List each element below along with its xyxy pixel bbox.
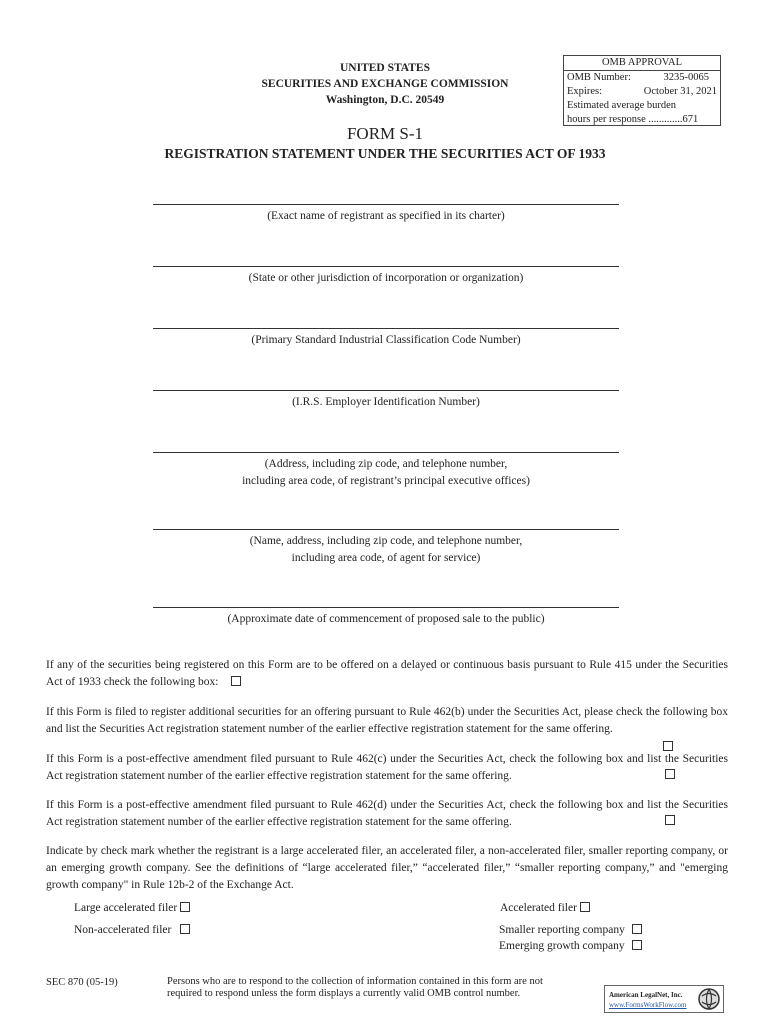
accelerated-filer-checkbox[interactable] [580, 902, 590, 912]
accelerated-filer-option[interactable] [500, 900, 590, 917]
agent-caption [153, 533, 619, 567]
caption-line: (Exact name of registrant as specified in its charter) [267, 210, 505, 222]
rule-415-paragraph [46, 657, 728, 691]
large-accelerated-filer-label: Large accelerated filer [74, 902, 178, 914]
ein-line[interactable] [153, 390, 619, 391]
large-accelerated-filer-option[interactable] [74, 900, 190, 917]
rule-462b-text: If this Form is filed to register additional securities for an offering pursuant to Rule 462(b) under the Securities Act, please check the following box and list the Securities Act registration statement number of the earlier effective registration statement for the same offering. [46, 706, 728, 735]
agency-name: SECURITIES AND EXCHANGE COMMISSION [261, 78, 509, 90]
sic-code-caption [153, 332, 619, 349]
smaller-reporting-company-checkbox[interactable] [632, 924, 642, 934]
publisher-name: American LegalNet, Inc. [609, 991, 683, 999]
large-accelerated-filer-checkbox[interactable] [180, 902, 190, 912]
caption-line: (State or other jurisdiction of incorporation or organization) [248, 272, 524, 284]
emerging-growth-company-checkbox[interactable] [632, 940, 642, 950]
caption-line: (I.R.S. Employer Identification Number) [292, 396, 480, 408]
rule-462b-checkbox[interactable] [663, 741, 673, 751]
omb-number-label: OMB Number: [567, 72, 631, 83]
form-title: FORM S-1 [346, 124, 424, 143]
publisher-logo-box [604, 985, 724, 1013]
caption-line: including area code, of agent for service) [291, 552, 481, 564]
sic-code-line[interactable] [153, 328, 619, 329]
omb-number-value: 3235-0065 [663, 72, 709, 83]
publisher-url[interactable]: www.FormsWorkFlow.com [609, 1001, 687, 1009]
ein-caption [153, 394, 619, 411]
rule-415-checkbox[interactable] [231, 676, 241, 686]
jurisdiction-caption [153, 270, 619, 287]
accelerated-filer-label: Accelerated filer [500, 902, 577, 914]
sale-date-caption [153, 611, 619, 628]
agency-address: Washington, D.C. 20549 [325, 94, 445, 106]
rule-415-text: If any of the securities being registered on this Form are to be offered on a delayed or continuous basis pursuant to Rule 415 under the Securities Act of 1933 check the following box: [46, 659, 728, 688]
omb-title: OMB APPROVAL [564, 56, 720, 71]
filer-status-paragraph [46, 843, 728, 894]
omb-approval-box [563, 55, 721, 126]
agent-line[interactable] [153, 529, 619, 530]
caption-line: including area code, of registrant’s principal executive offices) [242, 475, 530, 487]
jurisdiction-line[interactable] [153, 266, 619, 267]
agency-country: UNITED STATES [339, 62, 430, 74]
omb-expires-value: October 31, 2021 [643, 86, 717, 97]
caption-line: (Approximate date of commencement of proposed sale to the public) [227, 613, 545, 625]
caption-line: (Primary Standard Industrial Classification Code Number) [251, 334, 521, 346]
form-code: SEC 870 (05-19) [46, 977, 118, 988]
emerging-growth-company-label: Emerging growth company [499, 940, 625, 952]
emerging-growth-company-option[interactable] [499, 938, 642, 955]
omb-expires-row [567, 85, 717, 99]
rule-462c-text: If this Form is a post-effective amendment filed pursuant to Rule 462(c) under the Securities Act, check the following box and list the Securities Act registration statement number of the earlier effective registration statement for the same offering. [46, 753, 728, 782]
registrant-address-line[interactable] [153, 452, 619, 453]
registrant-name-caption [153, 208, 619, 225]
rule-462b-paragraph [46, 704, 728, 738]
omb-expires-label: Expires: [567, 86, 602, 97]
rule-462d-paragraph [46, 797, 728, 831]
form-subtitle: REGISTRATION STATEMENT UNDER THE SECURITIES ACT OF 1933 [164, 146, 606, 161]
omb-number-row [567, 71, 717, 85]
rule-462c-checkbox[interactable] [665, 769, 675, 779]
publisher-globe-icon [698, 988, 720, 1010]
omb-burden-line2: hours per response .............671 [567, 114, 699, 125]
registrant-address-caption [153, 456, 619, 490]
registrant-name-line[interactable] [153, 204, 619, 205]
filer-status-text: Indicate by check mark whether the registrant is a large accelerated filer, an accelerated filer, a non-accelerated filer, smaller reporting company, or an emerging growth company. See the definitions of “large accelerated filer,” “accelerated filer,” “smaller reporting company,” and "emerging growth company" in Rule 12b-2 of the Exchange Act. [46, 845, 728, 891]
smaller-reporting-company-label: Smaller reporting company [499, 924, 625, 936]
caption-line: (Name, address, including zip code, and telephone number, [249, 535, 523, 547]
caption-line: (Address, including zip code, and telephone number, [264, 458, 508, 470]
rule-462d-text: If this Form is a post-effective amendment filed pursuant to Rule 462(d) under the Securities Act, check the following box and list the Securities Act registration statement number of the earlier effective registration statement for the same offering. [46, 799, 728, 828]
non-accelerated-filer-label: Non-accelerated filer [74, 924, 172, 936]
collection-notice: Persons who are to respond to the collection of information contained in this form are not required to respond unless the form displays a currently valid OMB control number. [167, 976, 543, 999]
sale-date-line[interactable] [153, 607, 619, 608]
smaller-reporting-company-option[interactable] [499, 922, 642, 939]
non-accelerated-filer-checkbox[interactable] [180, 924, 190, 934]
non-accelerated-filer-option[interactable] [74, 922, 190, 939]
rule-462d-checkbox[interactable] [665, 815, 675, 825]
rule-462c-paragraph [46, 751, 728, 785]
agency-header [200, 60, 570, 108]
omb-burden-line1: Estimated average burden [567, 100, 677, 111]
